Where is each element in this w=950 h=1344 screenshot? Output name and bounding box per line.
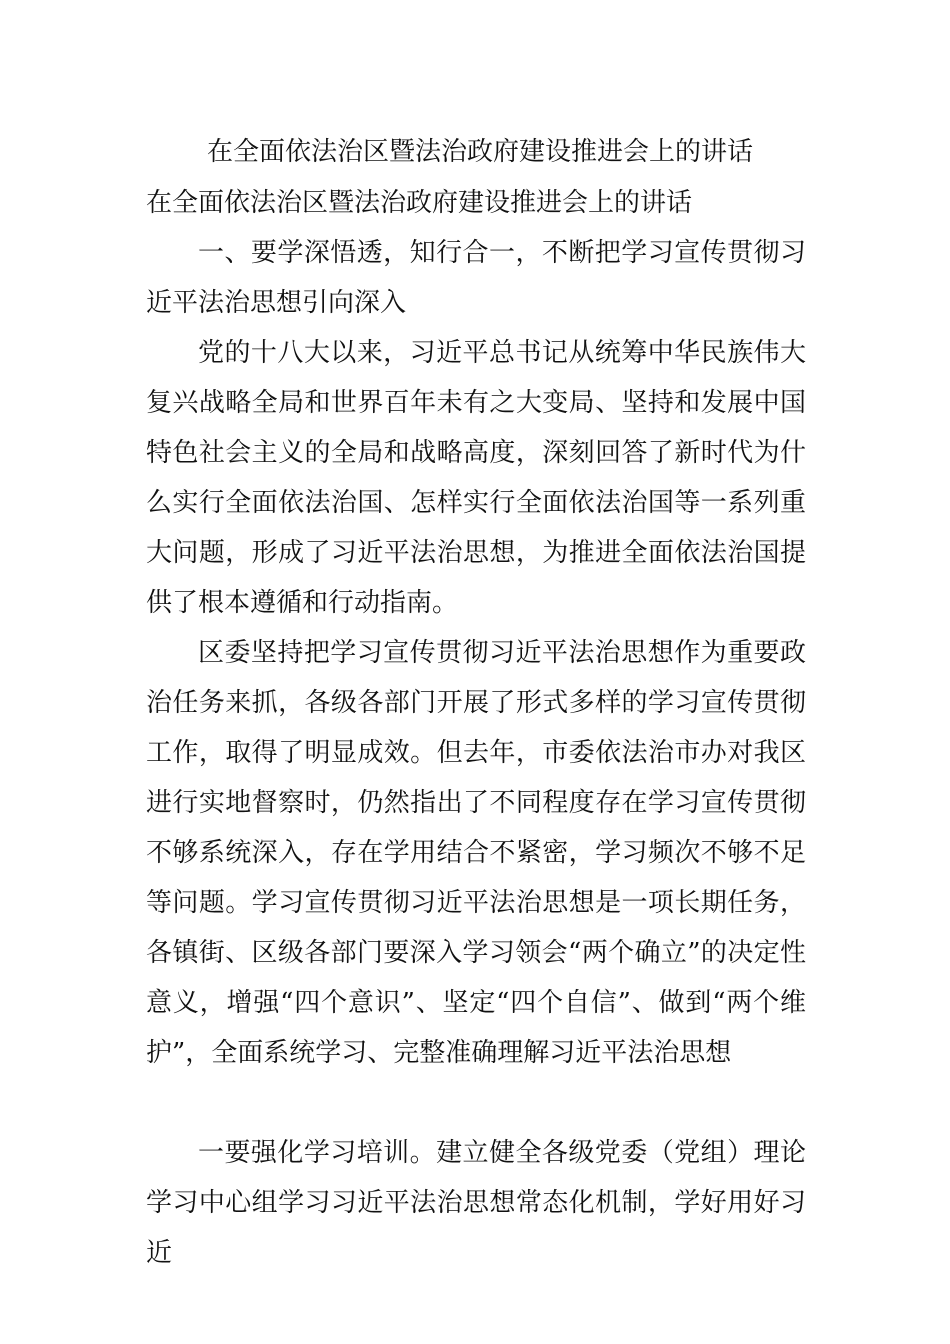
document-body	[146, 178, 806, 1278]
paragraph-gap	[146, 1078, 806, 1128]
document-title: 在全面依法治区暨法治政府建设推进会上的讲话	[207, 137, 754, 167]
paragraph-2: 区委坚持把学习宣传贯彻习近平法治思想作为重要政治任务来抓，各级各部门开展了形式多样的学习宣传贯彻工作，取得了明显成效。但去年，市委依法治市办对我区进行实地督察时，仍然指出了不同程度存在学习宣传贯彻不够系统深入，存在学用结合不紧密，学习频次不够不足等问题。学习宣传贯彻习近平法治思想是一项长期任务，各镇街、区级各部门要深入学习领会“两个确立”的决定性意义，增强“四个意识”、坚定“四个自信”、做到“两个维护”，全面系统学习、完整准确理解习近平法治思想	[146, 638, 806, 1068]
paragraph-3: 一要强化学习培训。建立健全各级党委（党组）理论学习中心组学习习近平法治思想常态化机制，学好用好习近	[146, 1138, 806, 1268]
paragraph-1: 党的十八大以来，习近平总书记从统筹中华民族伟大复兴战略全局和世界百年未有之大变局、坚持和发展中国特色社会主义的全局和战略高度，深刻回答了新时代为什么实行全面依法治国、怎样实行全面依法治国等一系列重大问题，形成了习近平法治思想，为推进全面依法治国提供了根本遵循和行动指南。	[146, 338, 806, 618]
document-subtitle: 在全面依法治区暨法治政府建设推进会上的讲话	[146, 188, 693, 218]
section-heading: 一、要学深悟透，知行合一，不断把学习宣传贯彻习近平法治思想引向深入	[146, 238, 806, 318]
